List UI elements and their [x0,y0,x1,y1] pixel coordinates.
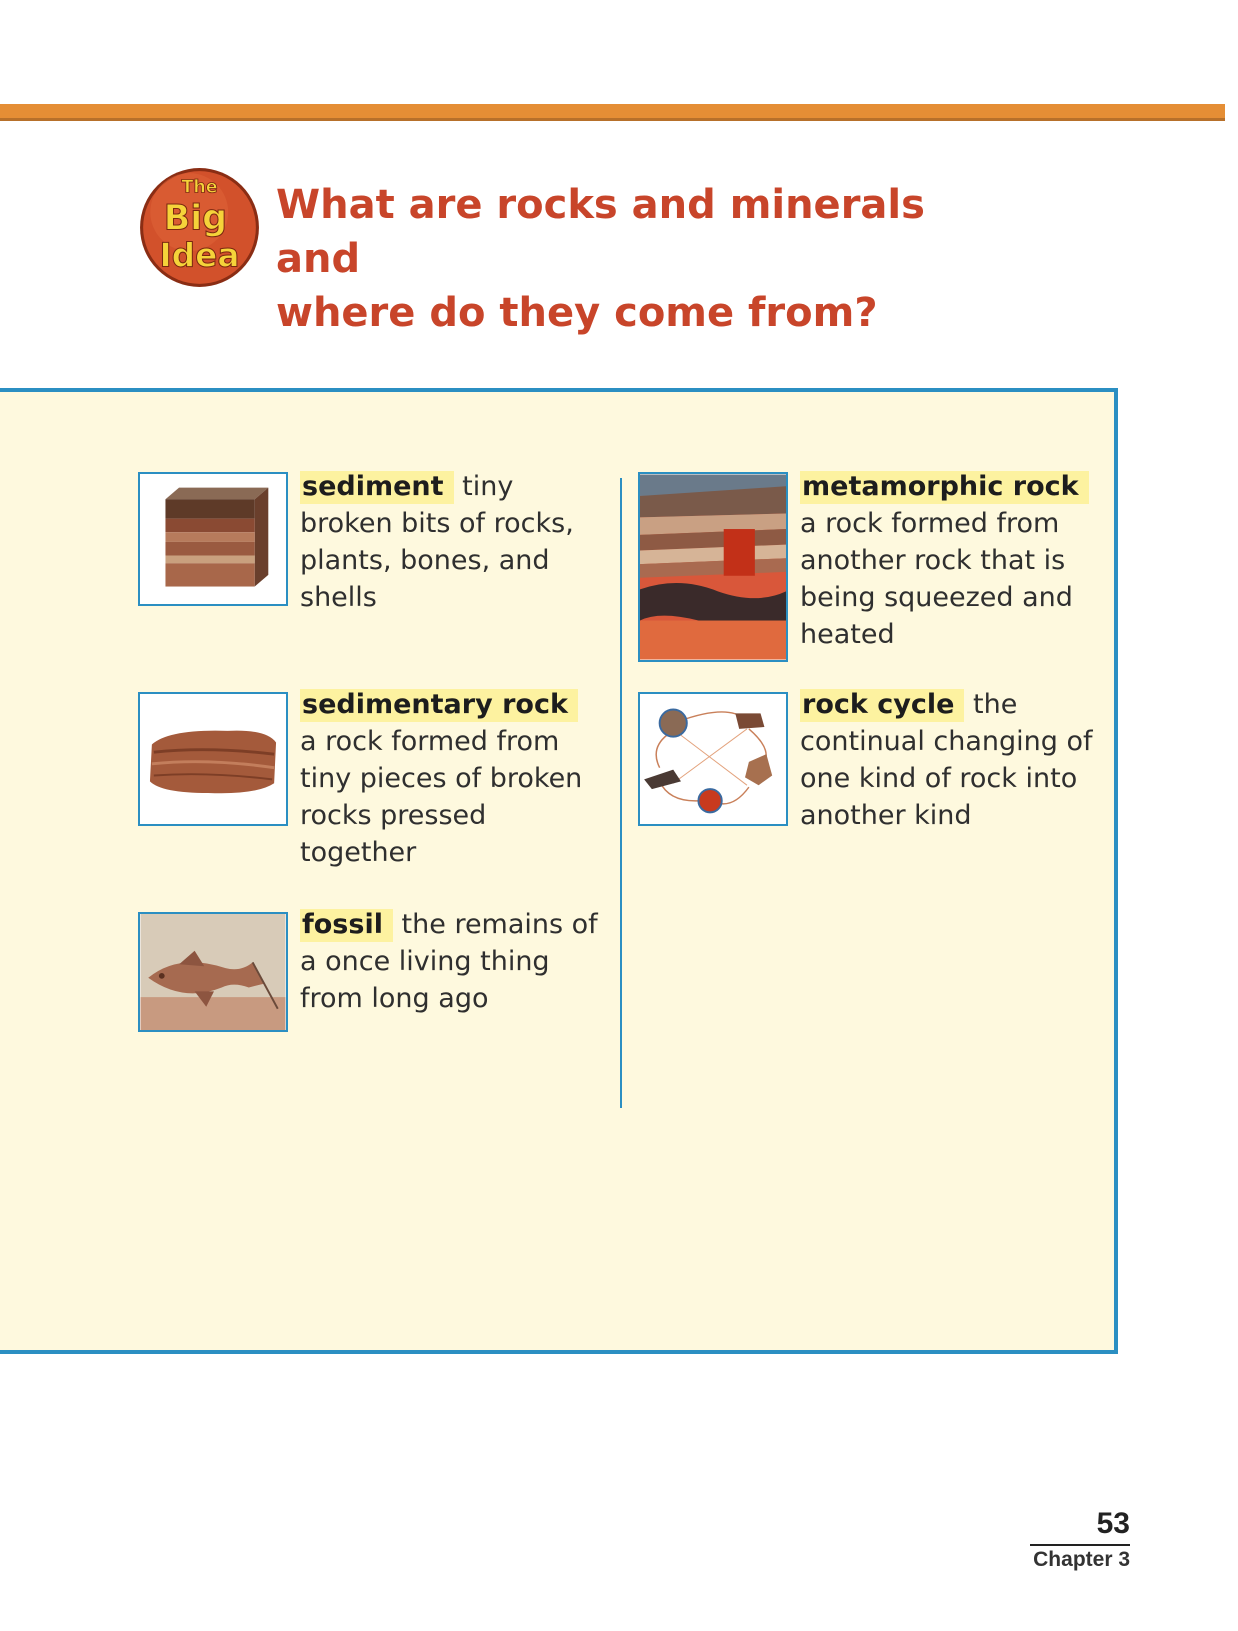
term-rock-cycle: rock cycle [800,689,964,722]
definition-rock-cycle: the continual changing of one kind of rock into another kind [800,689,1093,831]
term-fossil: fossil [300,909,393,942]
svg-text:The: The [181,177,218,198]
sediment-image [138,472,288,606]
rock-cycle-definition [800,686,1100,834]
big-idea-badge [138,166,261,289]
term-sedimentary-rock: sedimentary rock [300,689,578,722]
chapter-label: Chapter 3 [1033,1548,1130,1571]
svg-text:Big: Big [163,198,228,239]
term-metamorphic-rock: metamorphic rock [800,471,1089,504]
definition-fossil: the remains of a once living thing from long ago [300,909,598,1014]
definition-metamorphic-rock: a rock formed from another rock that is being squeezed and heated [800,508,1073,650]
definition-sedimentary-rock: a rock formed from tiny pieces of broken rocks pressed together [300,726,583,868]
fossil-image [138,912,288,1032]
question-line-2: where do they come from? [276,290,878,336]
column-divider [620,478,622,1108]
svg-text:Idea: Idea [159,236,240,275]
sedimentary-rock-definition [300,686,600,871]
question-line-1: What are rocks and minerals and [276,182,925,282]
term-sediment: sediment [300,471,454,504]
page-number-rule [1030,1544,1130,1546]
top-accent-bar [0,104,1225,121]
metamorphic-rock-image [638,472,788,662]
big-idea-question [276,178,1016,340]
sediment-definition [300,468,600,616]
big-idea-logo [138,166,261,289]
metamorphic-rock-definition [800,468,1100,653]
sedimentary-rock-image [138,692,288,826]
page-number: 53 [1096,1507,1130,1540]
fossil-definition [300,906,600,1017]
rock-cycle-image [638,692,788,826]
definition-sediment: tiny broken bits of rocks, plants, bones, and shells [300,471,574,613]
